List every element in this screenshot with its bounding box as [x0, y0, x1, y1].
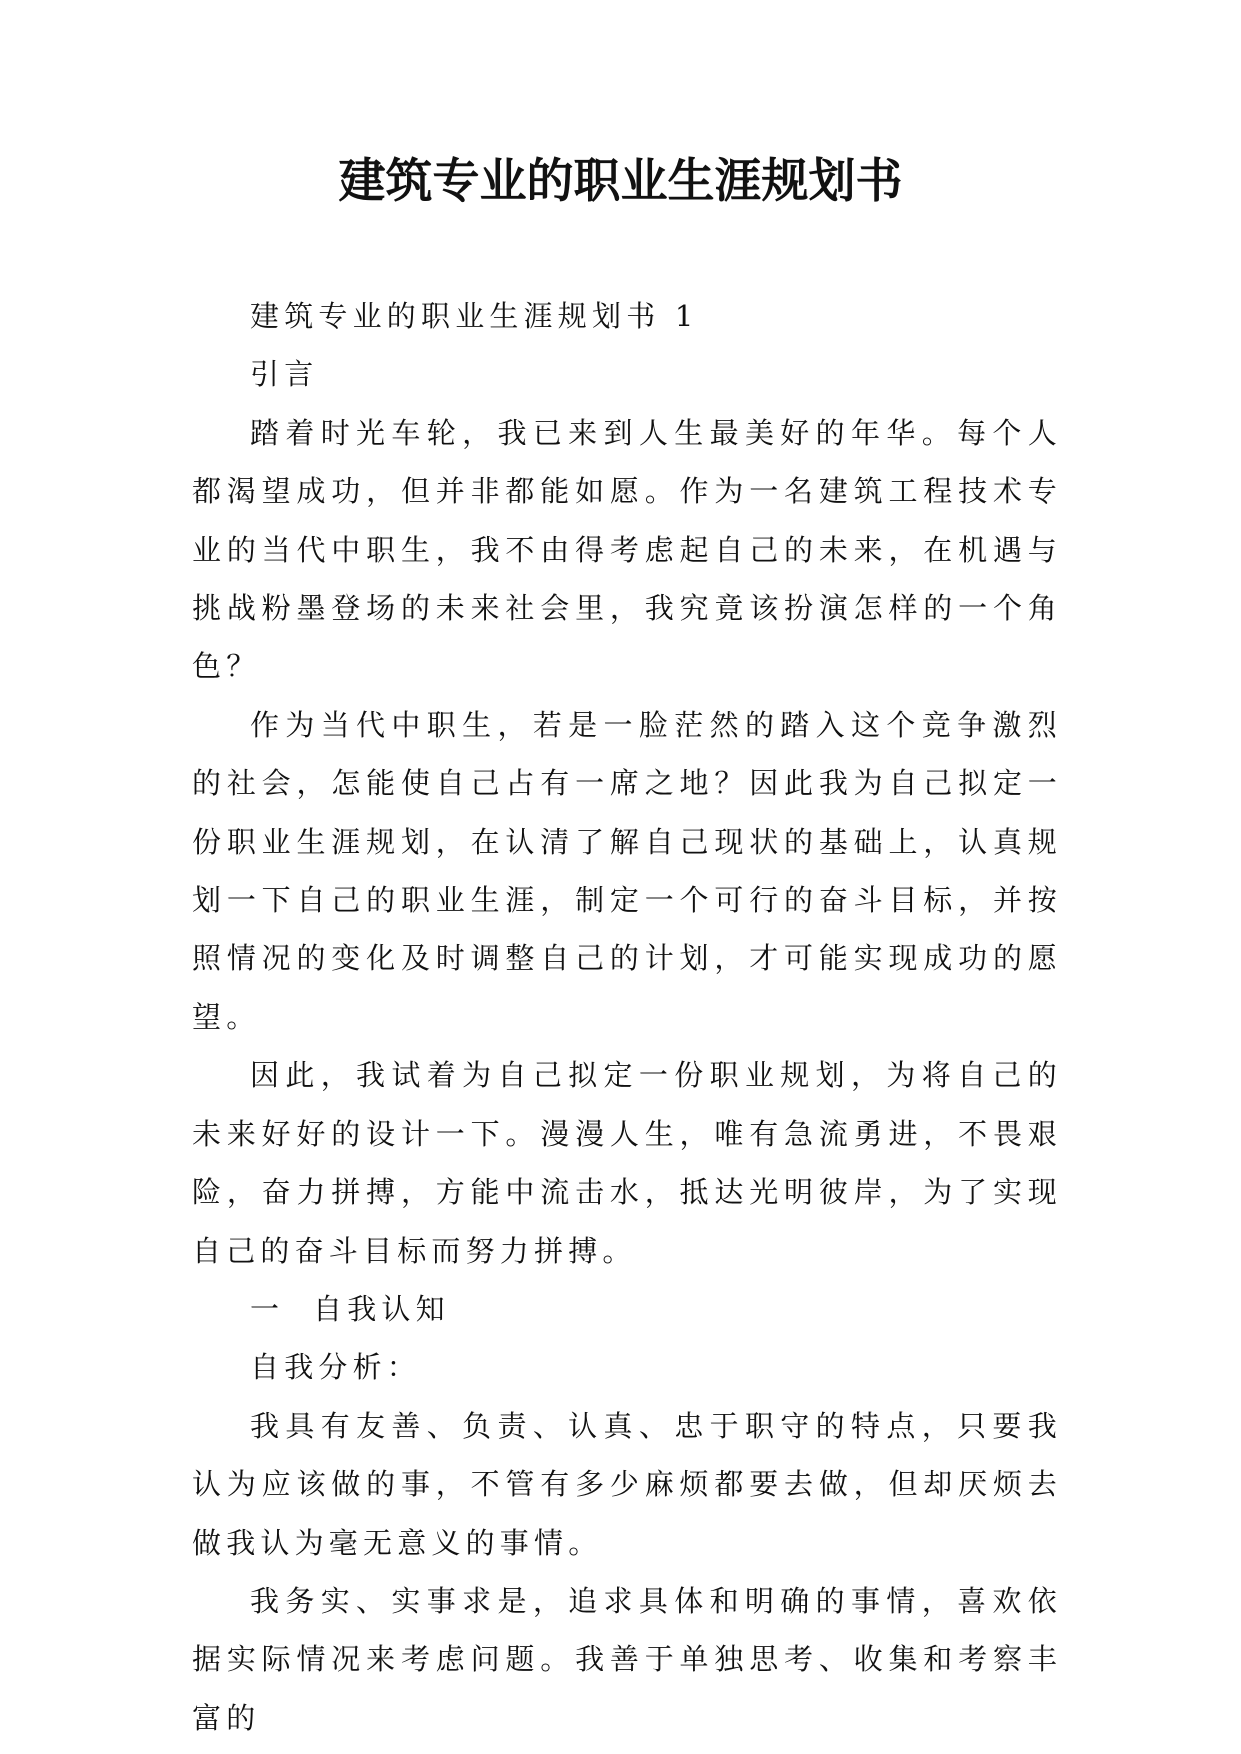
document-title: 建筑专业的职业生涯规划书 [338, 154, 903, 209]
document-body [192, 287, 1062, 1747]
paragraph: 我务实、实事求是，追求具体和明确的事情，喜欢依据实际情况来考虑问题。我善于单独思考、收集和考察丰富的 [192, 1583, 1062, 1735]
paragraph: 踏着时光车轮，我已来到人生最美好的年华。每个人都渴望成功，但并非都能如愿。作为一名建筑工程技术专业的当代中职生，我不由得考虑起自己的未来，在机遇与挑战粉墨登场的未来社会里，我究竟该扮演怎样的一个角色？ [192, 415, 1062, 684]
paragraph: 因此，我试着为自己拟定一份职业规划，为将自己的未来好好的设计一下。漫漫人生，唯有急流勇进，不畏艰险，奋力拼搏，方能中流击水，抵达光明彼岸，为了实现自己的奋斗目标而努力拼搏。 [192, 1058, 1062, 1268]
subheading-introduction: 引言 [250, 357, 319, 392]
subheading-self-analysis: 自我分析： [250, 1350, 422, 1385]
section-heading: 建筑专业的职业生涯规划书 1 [250, 299, 699, 333]
paragraph: 我具有友善、负责、认真、忠于职守的特点，只要我认为应该做的事，不管有多少麻烦都要去做，但却厌烦去做我认为毫无意义的事情。 [192, 1408, 1062, 1560]
paragraph: 作为当代中职生，若是一脸茫然的踏入这个竞争激烈的社会，怎能使自己占有一席之地？因此我为自己拟定一份职业生涯规划，在认清了解自己现状的基础上，认真规划一下自己的职业生涯，制定一个可行的奋斗目标，并按照情况的变化及时调整自己的计划，才可能实现成功的愿望。 [192, 707, 1062, 1034]
subheading-self-awareness: 一 自我认知 [250, 1291, 450, 1326]
